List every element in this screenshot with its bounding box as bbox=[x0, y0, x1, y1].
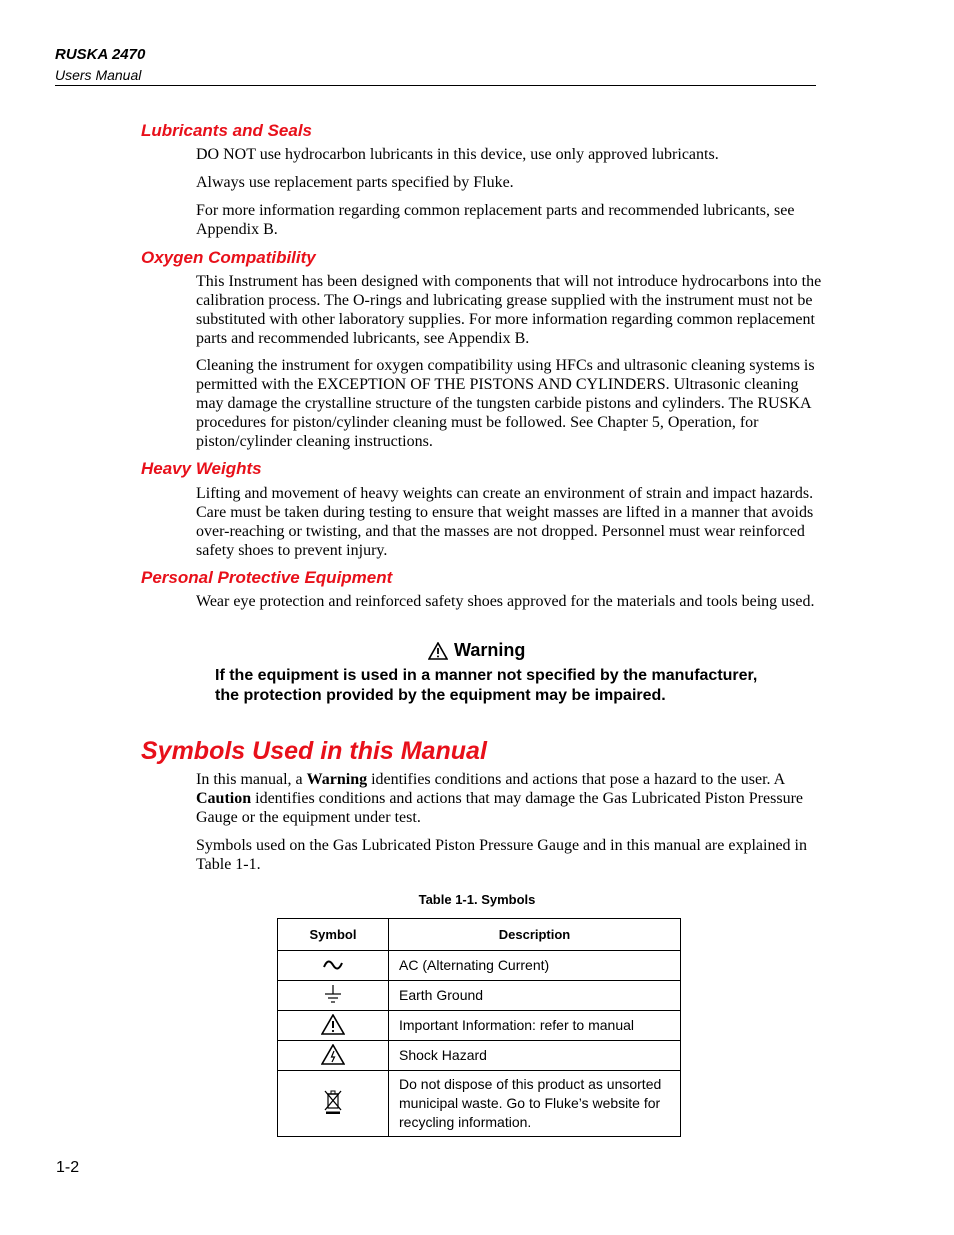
col-description-header: Description bbox=[389, 919, 681, 951]
lubricants-paragraph-3: For more information regarding common replacement parts and recommended lubricants, see Appendix B. bbox=[196, 202, 795, 238]
page-number: 1-2 bbox=[56, 1159, 80, 1176]
oxygen-paragraph-1: This Instrument has been designed with components that will not introduce hydrocarbons into the calibration process. The O-rings and lubricating grease supplied with the instrument must not be substituted with other laboratory supplies. For more information regarding common replacement parts and recommended lubricants, see Appendix B. bbox=[196, 273, 822, 347]
symbol-cell bbox=[278, 1011, 389, 1041]
weights-paragraph: Lifting and movement of heavy weights can create an environment of strain and impact hazards. Care must be taken during testing to ensure that weight masses are lifted in a manner that avoids over-reaching or twisting, and that the masses are not dropped. Personnel must wear reinforced safety shoes to prevent injury. bbox=[196, 485, 814, 559]
heading-ppe: Personal Protective Equipment bbox=[141, 568, 393, 587]
manual-subtitle: Users Manual bbox=[55, 67, 142, 83]
warning-heading bbox=[428, 640, 525, 661]
table-row bbox=[278, 1071, 681, 1137]
symbol-cell bbox=[278, 1071, 389, 1137]
col-symbol-header: Symbol bbox=[278, 919, 389, 951]
heading-heavy-weights: Heavy Weights bbox=[141, 459, 262, 478]
oxygen-paragraph-2: Cleaning the instrument for oxygen compatibility using HFCs and ultrasonic cleaning systems is permitted with the EXCEPTION OF THE PISTONS AND CYLINDERS. Ultrasonic cleaning may damage the crystalline structure of the tungsten carbide pistons and cylinders. The RUSKA procedures for piston/cylinder cleaning must be followed. See Chapter 5, Operation, for piston/cylinder cleaning instructions. bbox=[196, 357, 815, 450]
symbol-cell bbox=[278, 951, 389, 981]
table-row bbox=[278, 981, 681, 1011]
heading-symbols: Symbols Used in this Manual bbox=[141, 737, 487, 765]
earth-ground-icon bbox=[323, 984, 343, 1004]
crossed-bin-icon bbox=[323, 1089, 343, 1115]
shock-hazard-icon bbox=[321, 1044, 345, 1065]
symbols-table bbox=[277, 918, 681, 1137]
symbols-paragraph-2: Symbols used on the Gas Lubricated Piston Pressure Gauge and in this manual are explained in Table 1-1. bbox=[196, 837, 807, 873]
symbols-text-a: In this manual, a bbox=[196, 771, 307, 788]
warning-triangle-icon bbox=[428, 642, 448, 660]
header-rule bbox=[55, 85, 816, 86]
heading-oxygen: Oxygen Compatibility bbox=[141, 248, 316, 267]
ppe-paragraph: Wear eye protection and reinforced safety shoes approved for the materials and tools being used. bbox=[196, 593, 815, 610]
symbols-text-c: identifies conditions and actions that pose a hazard to the user. A bbox=[367, 771, 785, 788]
symbol-cell bbox=[278, 981, 389, 1011]
symbols-paragraph-1 bbox=[196, 770, 826, 827]
caution-term: Caution bbox=[196, 790, 252, 807]
description-cell: Shock Hazard bbox=[389, 1041, 681, 1071]
warning-title: Warning bbox=[454, 640, 526, 660]
symbols-text-e: identifies conditions and actions that may damage the Gas Lubricated Piston Pressure Gauge or the equipment under test. bbox=[196, 790, 803, 826]
lubricants-paragraph-2: Always use replacement parts specified by Fluke. bbox=[196, 174, 514, 191]
description-cell: Important Information: refer to manual bbox=[389, 1011, 681, 1041]
ac-tilde-icon bbox=[322, 959, 344, 971]
symbol-cell bbox=[278, 1041, 389, 1071]
warning-text: If the equipment is used in a manner not specified by the manufacturer, the protection provided by the equipment may be impaired. bbox=[215, 667, 758, 704]
description-cell: Earth Ground bbox=[389, 981, 681, 1011]
table-caption: Table 1-1. Symbols bbox=[418, 892, 536, 907]
table-row bbox=[278, 951, 681, 981]
lubricants-paragraph-1: DO NOT use hydrocarbon lubricants in this device, use only approved lubricants. bbox=[196, 146, 719, 163]
heading-lubricants: Lubricants and Seals bbox=[141, 121, 312, 140]
description-cell: AC (Alternating Current) bbox=[389, 951, 681, 981]
table-row bbox=[278, 1041, 681, 1071]
manual-title: RUSKA 2470 bbox=[55, 46, 146, 63]
warning-term: Warning bbox=[306, 771, 368, 788]
warning-triangle-icon bbox=[321, 1014, 345, 1035]
table-row bbox=[278, 1011, 681, 1041]
table-header-row bbox=[278, 919, 681, 951]
description-cell: Do not dispose of this product as unsorted municipal waste. Go to Fluke’s website for recycling information. bbox=[389, 1071, 681, 1137]
